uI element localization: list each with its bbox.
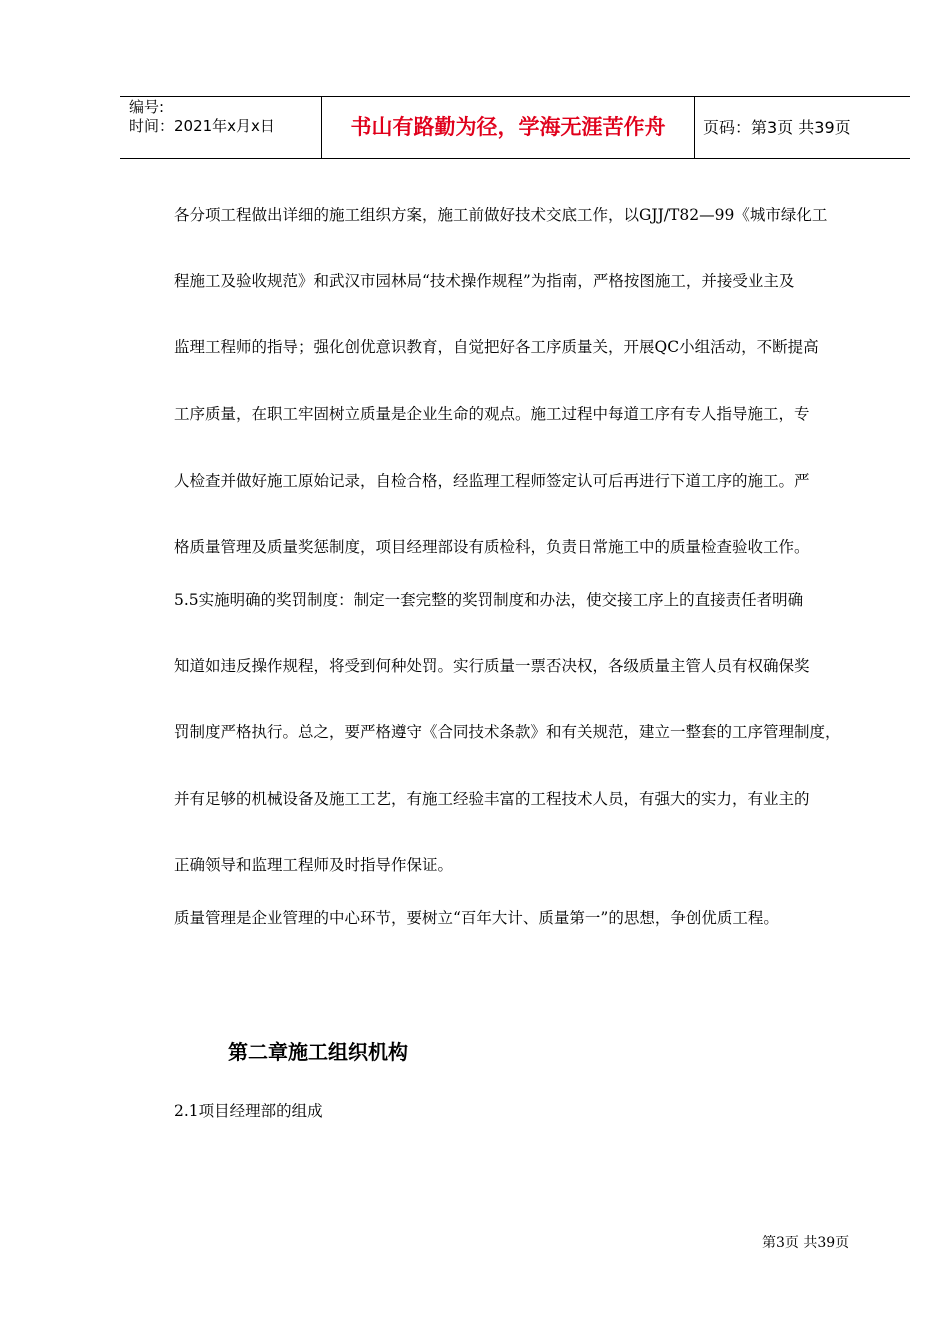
body-line: 程施工及验收规范》和武汉市园林局“技术操作规程”为指南，严格按图施工，并接受业主及	[174, 272, 795, 290]
body-line: 5.5实施明确的奖罚制度：制定一套完整的奖罚制度和办法，使交接工序上的直接责任者明确	[174, 591, 804, 609]
body-line: 各分项工程做出详细的施工组织方案，施工前做好技术交底工作，以GJJ/T82—99《城市绿化工	[174, 206, 828, 224]
body-line: 监理工程师的指导；强化创优意识教育，自觉把好各工序质量关，开展QC小组活动，不断提高	[174, 338, 819, 356]
body-line: 并有足够的机械设备及施工工艺，有施工经验丰富的工程技术人员，有强大的实力，有业主的	[174, 790, 810, 808]
page-footer: 第3页 共39页	[762, 1235, 850, 1251]
document-number-label: 编号:	[129, 98, 165, 116]
document-time: 时间：2021年x月x日	[129, 117, 275, 135]
chapter-title: 第二章施工组织机构	[228, 1040, 408, 1064]
body-line: 工序质量，在职工牢固树立质量是企业生命的观点。施工过程中每道工序有专人指导施工，专	[174, 405, 810, 423]
body-line: 格质量管理及质量奖惩制度，项目经理部设有质检科，负责日常施工中的质量检查验收工作。	[174, 538, 810, 556]
header-page-info: 页码：第3页 共39页	[703, 118, 851, 137]
header-motto: 书山有路勤为径，学海无涯苦作舟	[322, 97, 695, 158]
section-title: 2.1项目经理部的组成	[174, 1102, 323, 1120]
page-header	[120, 96, 910, 159]
body-line: 罚制度严格执行。总之，要严格遵守《合同技术条款》和有关规范，建立一整套的工序管理制度，	[174, 723, 841, 741]
header-meta	[120, 97, 322, 158]
body-line: 质量管理是企业管理的中心环节，要树立“百年大计、质量第一”的思想，争创优质工程。	[174, 909, 779, 927]
body-line: 人检查并做好施工原始记录，自检合格，经监理工程师签定认可后再进行下道工序的施工。严	[174, 472, 810, 490]
body-line: 正确领导和监理工程师及时指导作保证。	[174, 856, 454, 874]
body-line: 知道如违反操作规程，将受到何种处罚。实行质量一票否决权，各级质量主管人员有权确保奖	[174, 657, 810, 675]
